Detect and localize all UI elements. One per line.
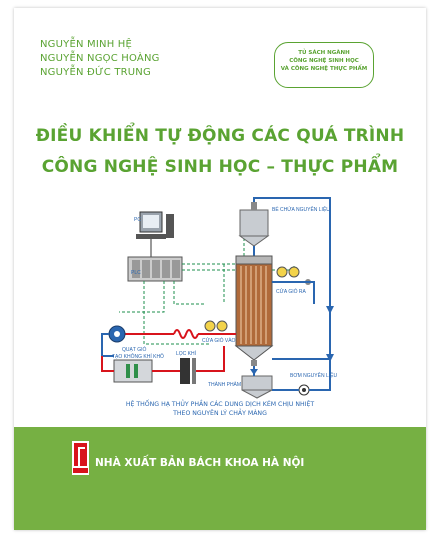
filter-label: LỌC KHÍ [176, 351, 197, 357]
process-diagram [14, 194, 426, 399]
air-in-heater [174, 321, 227, 338]
book-cover [14, 8, 426, 530]
diagram-caption [14, 400, 426, 418]
caption-line: HỆ THỐNG HẠ THỦY PHẦN CÁC DUNG DỊCH KÉM CHỊU NHIỆT [125, 401, 315, 408]
book-title-line-1: ĐIỀU KHIỂN TỰ ĐỘNG CÁC QUÁ TRÌNH [35, 126, 405, 146]
series-badge [274, 42, 374, 88]
dryer-label: TẠO KHÔNG KHÍ KHÔ [112, 354, 164, 360]
publisher-logo-icon [72, 441, 89, 475]
author-name: NGUYỄN MINH HỆ [40, 39, 133, 50]
air-in-label: CỬA GIÓ VÀO [202, 338, 236, 344]
feed-tank-icon [240, 202, 268, 246]
author-name: NGUYỄN ĐỨC TRUNG [40, 67, 151, 78]
falling-film-column-icon [236, 256, 272, 366]
product-label: THÀNH PHẨM [208, 382, 242, 388]
air-out-label: CỬA GIÓ RA [276, 289, 306, 295]
series-line: TỦ SÁCH NGÀNH [298, 50, 350, 56]
dryer-icon [114, 360, 152, 382]
pump-icon [299, 385, 309, 395]
product-tank-icon [242, 376, 272, 398]
author-name: NGUYỄN NGỌC HOÀNG [40, 53, 160, 64]
pc-label: PC [134, 217, 141, 223]
feed-tank-label: BỂ CHỨA NGUYÊN LIỆU [272, 207, 330, 213]
fan-icon [109, 326, 125, 342]
plc-label: PLC [131, 270, 141, 276]
pump-label: BƠM NGUYÊN LIỆU [290, 373, 338, 379]
publisher-name: NHÀ XUẤT BẢN BÁCH KHOA HÀ NỘI [95, 457, 305, 469]
plc-icon [128, 257, 182, 281]
caption-line: THEO NGUYÊN LÝ CHẢY MÀNG [173, 410, 267, 417]
pc-icon [136, 212, 174, 239]
author-list [40, 38, 160, 80]
fan-label: QUẠT GIÓ [122, 347, 147, 353]
series-line: CÔNG NGHỆ SINH HỌC [289, 58, 359, 64]
publisher-band [14, 427, 426, 530]
book-title-line-2: CÔNG NGHỆ SINH HỌC – THỰC PHẨM [41, 157, 399, 177]
series-line: VÀ CÔNG NGHỆ THỰC PHẨM [280, 66, 368, 72]
filter-icon [180, 358, 196, 384]
